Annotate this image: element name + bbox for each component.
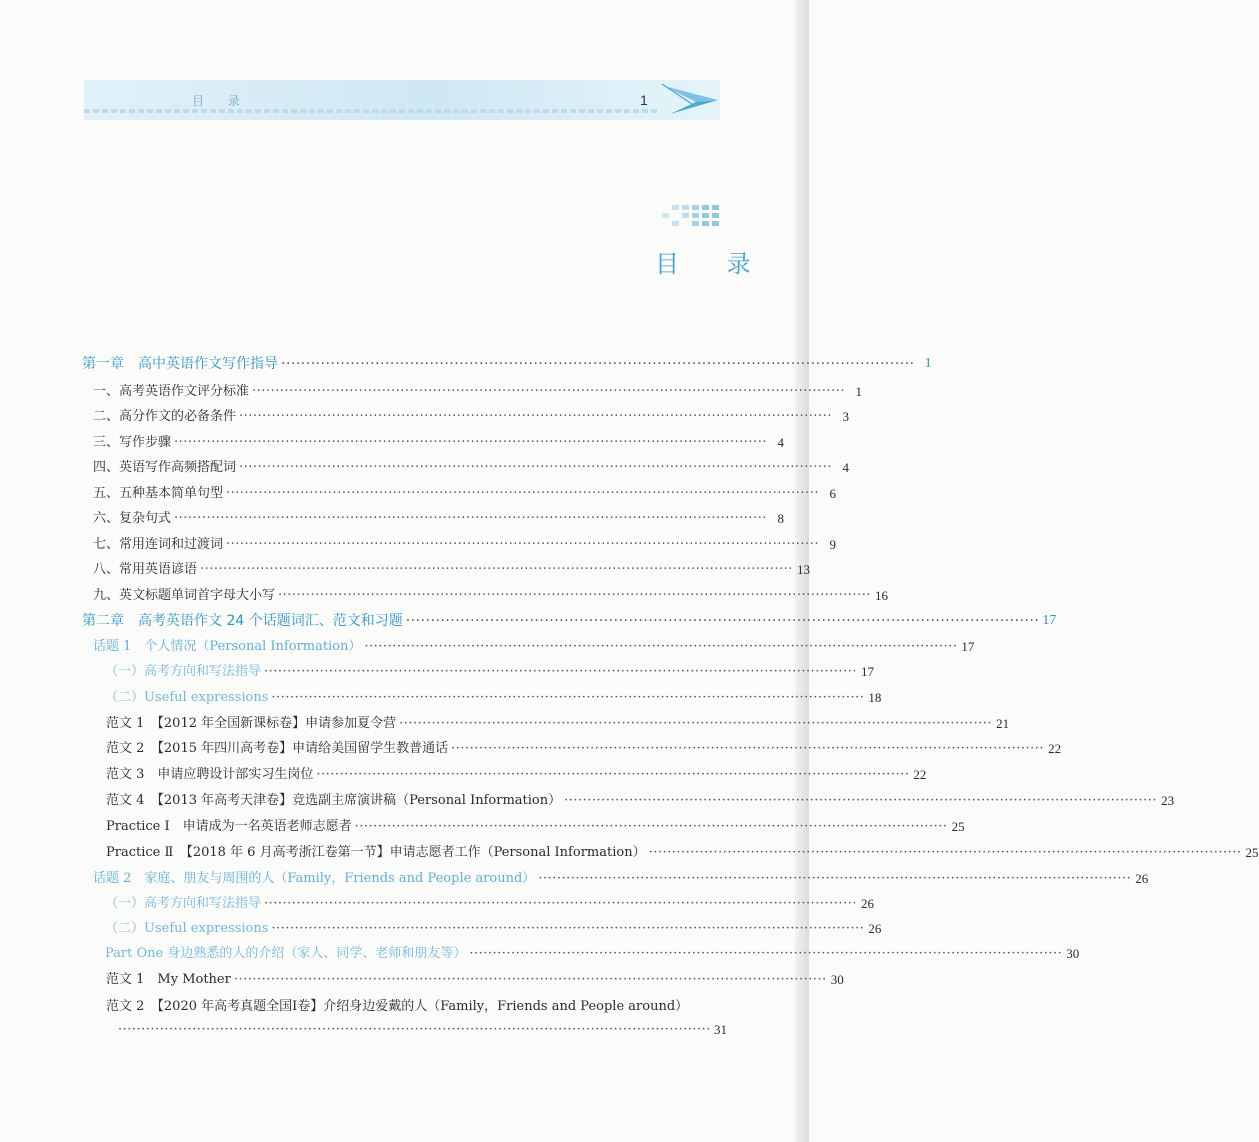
- toc-entry-text: （一）高考方向和写法指导: [105, 664, 262, 679]
- toc-entry-item[interactable]: Practice Ⅰ 申请成为一名英语老师志愿者 ································································································································ 25: [106, 819, 965, 834]
- toc-entry-section[interactable]: 九、英文标题单词首字母大小写 ································································································································ 16: [93, 588, 888, 603]
- toc-title: 目 录: [655, 250, 771, 278]
- toc-entry-text: 第二章 高考英语作文 24 个话题词汇、范文和习题: [82, 613, 403, 629]
- toc-entry-text: （二）Useful expressions: [105, 921, 269, 936]
- toc-entry-text: Practice Ⅱ 【2018 年 6 月高考浙江卷第一节】申请志愿者工作（Personal Information）: [106, 845, 646, 860]
- toc-entry-page: 6: [829, 486, 836, 501]
- toc-entry-page: 25: [1245, 845, 1259, 860]
- toc-entry-page: 4: [842, 460, 849, 475]
- toc-entry-text: 范文 2 【2015 年四川高考卷】申请给美国留学生教普通话: [106, 741, 449, 756]
- toc-entry-text: 三、写作步骤: [93, 435, 172, 450]
- toc-entry-text: 话题 2 家庭、朋友与周围的人（Family，Friends and People around）: [93, 871, 536, 886]
- toc-entry-text: 第一章 高中英语作文写作指导: [82, 356, 278, 372]
- toc-entry-section[interactable]: 四、英语写作高频搭配词 ································································································································ 4: [93, 460, 849, 475]
- toc-entry-text: （二）Useful expressions: [105, 690, 269, 705]
- toc-entry-item[interactable]: 范文 1 【2012 年全国新课标卷】申请参加夏令营 ································································································································ 21: [106, 716, 1010, 731]
- toc-entry-text: 四、英语写作高频搭配词: [93, 460, 237, 475]
- toc-entry-subsection[interactable]: （二）Useful expressions ································································································································ 26: [105, 921, 882, 936]
- toc-entry-page: 13: [796, 562, 810, 577]
- toc-entry-item[interactable]: Practice Ⅱ 【2018 年 6 月高考浙江卷第一节】申请志愿者工作（Personal Information） ································································································································ 25: [106, 845, 1259, 860]
- toc-entry-section[interactable]: 一、高考英语作文评分标准 ································································································································ 1: [93, 384, 862, 399]
- toc-entry-text: 范文 1 My Mother: [106, 972, 231, 987]
- toc-entry-item[interactable]: 范文 2 【2015 年四川高考卷】申请给美国留学生教普通话 ································································································································ 22: [106, 741, 1062, 756]
- toc-entry-page: 4: [777, 435, 784, 450]
- toc-entry-chapter[interactable]: 第二章 高考英语作文 24 个话题词汇、范文和习题 ································································································································ 17: [82, 613, 1057, 629]
- toc-entry-subsection[interactable]: Part One 身边熟悉的人的介绍（家人、同学、老师和朋友等） ································································································································ 30: [105, 946, 1080, 961]
- toc-entry-section[interactable]: 六、复杂句式 ································································································································ 8: [93, 511, 784, 526]
- toc-entry-page: 30: [830, 972, 844, 987]
- toc-entry-page: 17: [1042, 613, 1057, 628]
- toc-entry-section[interactable]: 五、五种基本简单句型 ································································································································ 6: [93, 486, 836, 501]
- toc-entry-topic[interactable]: 话题 2 家庭、朋友与周围的人（Family，Friends and People around） ································································································································ 26: [93, 871, 1149, 886]
- toc-entry-text: 八、常用英语谚语: [93, 562, 198, 577]
- toc-entry-section[interactable]: 三、写作步骤 ································································································································ 4: [93, 435, 784, 450]
- toc-entry-page: 17: [860, 664, 874, 679]
- toc-entry-subsection[interactable]: （一）高考方向和写法指导 ································································································································ 26: [105, 896, 874, 911]
- toc-entry-topic[interactable]: 话题 1 个人情况（Personal Information） ································································································································ 17: [93, 639, 975, 654]
- toc-entry-item[interactable]: 范文 1 My Mother ································································································································ 30: [106, 972, 844, 987]
- toc-entry-page: 22: [913, 767, 927, 782]
- toc-entry-text: 范文 4 【2013 年高考天津卷】竞选副主席演讲稿（Personal Information）: [106, 793, 562, 808]
- toc-entry-page: 22: [1048, 741, 1062, 756]
- toc-entry-item[interactable]: [106, 999, 718, 1015]
- toc-entry-page: 30: [1066, 946, 1080, 961]
- toc-entry-page: 3: [842, 409, 849, 424]
- toc-entry-page: 8: [777, 511, 784, 526]
- toc-entry-chapter[interactable]: 第一章 高中英语作文写作指导 ································································································································ 1: [82, 356, 932, 372]
- toc-entry-page: 1: [924, 356, 932, 371]
- toc-entry-text: 范文 1 【2012 年全国新课标卷】申请参加夏令营: [106, 716, 397, 731]
- toc-entry-text: 话题 1 个人情况（Personal Information）: [93, 639, 362, 654]
- toc-entry-section[interactable]: 八、常用英语谚语 ································································································································ 13: [93, 562, 810, 577]
- toc-entry-text: 六、复杂句式: [93, 511, 172, 526]
- toc-entry-text: Part One 身边熟悉的人的介绍（家人、同学、老师和朋友等）: [105, 946, 467, 961]
- running-header-label: 目 录: [192, 94, 250, 108]
- toc-entry-text: （一）高考方向和写法指导: [105, 896, 262, 911]
- toc-entry-page: 23: [1161, 793, 1175, 808]
- toc-entry-page: 16: [874, 588, 888, 603]
- toc-entry-text: 五、五种基本简单句型: [93, 486, 224, 501]
- toc-entry-text: 九、英文标题单词首字母大小写: [93, 588, 276, 603]
- toc-entry-text: 范文 2 【2020 年高考真题全国Ⅰ卷】介绍身边爱戴的人（Family，Friends and People around）: [106, 999, 689, 1014]
- toc-entry-section[interactable]: 二、高分作文的必备条件 ································································································································ 3: [93, 409, 849, 424]
- toc-entry-page: 9: [829, 537, 836, 552]
- toc-entry-section[interactable]: 七、常用连词和过渡词 ································································································································ 9: [93, 537, 836, 552]
- toc-entry-page: 21: [996, 716, 1010, 731]
- toc-entry-text: 七、常用连词和过渡词: [93, 537, 224, 552]
- toc-entry-text: 范文 3 申请应聘设计部实习生岗位: [106, 767, 314, 782]
- toc-entry-continuation: ································································································································ 31: [118, 1022, 727, 1037]
- toc-entry-item[interactable]: 范文 4 【2013 年高考天津卷】竞选副主席演讲稿（Personal Information） ································································································································ 23: [106, 793, 1175, 808]
- toc-entry-subsection[interactable]: （二）Useful expressions ································································································································ 18: [105, 690, 882, 705]
- toc-entry-page: 26: [868, 921, 882, 936]
- toc-entry-page: 26: [860, 896, 874, 911]
- toc-entry-page: 31: [713, 1022, 727, 1037]
- toc-entry-text: Practice Ⅰ 申请成为一名英语老师志愿者: [106, 819, 352, 834]
- page-number: 1: [640, 92, 648, 108]
- toc-entry-subsection[interactable]: （一）高考方向和写法指导 ································································································································ 17: [105, 664, 874, 679]
- toc-entry-page: 25: [951, 819, 965, 834]
- toc-entry-item[interactable]: 范文 3 申请应聘设计部实习生岗位 ································································································································ 22: [106, 767, 927, 782]
- toc-entry-page: 1: [855, 384, 862, 399]
- toc-entry-text: 二、高分作文的必备条件: [93, 409, 237, 424]
- toc-entry-text: 一、高考英语作文评分标准: [93, 384, 250, 399]
- toc-entry-page: 18: [868, 690, 882, 705]
- toc-entry-page: 17: [961, 639, 975, 654]
- toc-entry-page: 26: [1135, 871, 1149, 886]
